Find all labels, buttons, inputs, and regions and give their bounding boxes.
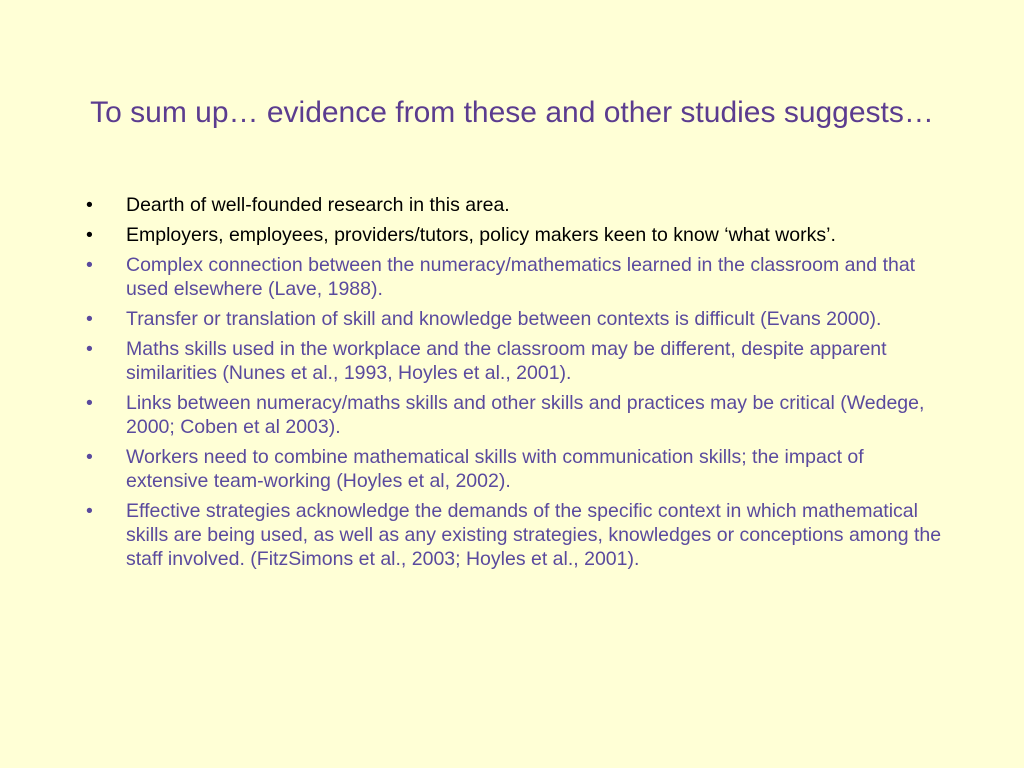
bullet-text: Maths skills used in the workplace and the classroom may be different, despite apparent similarities (Nunes et al., 1993, Hoyles et al., 2001). bbox=[126, 338, 887, 384]
bullet-text: Employers, employees, providers/tutors, policy makers keen to know ‘what works’. bbox=[126, 224, 836, 246]
bullet-item bbox=[86, 223, 948, 247]
bullet-item bbox=[86, 445, 948, 493]
bullet-marker: • bbox=[86, 254, 93, 276]
bullet-text: Dearth of well-founded research in this area. bbox=[126, 194, 510, 216]
bullet-marker: • bbox=[86, 194, 93, 216]
bullet-text: Effective strategies acknowledge the demands of the specific context in which mathematical skills are being used, as well as any existing strategies, knowledges or conceptions among the staff involved. (FitzSimons et al., 2003; Hoyles et al., 2001). bbox=[126, 500, 942, 570]
bullet-item bbox=[86, 253, 948, 301]
bullet-marker: • bbox=[86, 308, 93, 330]
bullet-item bbox=[86, 307, 948, 331]
bullet-item bbox=[86, 337, 948, 385]
bullet-item bbox=[86, 193, 948, 217]
slide-title: To sum up… evidence from these and other studies suggests… bbox=[90, 96, 934, 129]
bullet-marker: • bbox=[86, 224, 93, 246]
bullet-text: Workers need to combine mathematical skills with communication skills; the impact of extensive team-working (Hoyles et al, 2002). bbox=[126, 446, 864, 492]
bullet-item bbox=[86, 499, 948, 571]
bullet-marker: • bbox=[86, 392, 93, 414]
bullet-marker: • bbox=[86, 446, 93, 468]
bullet-item bbox=[86, 391, 948, 439]
bullet-text: Transfer or translation of skill and knowledge between contexts is difficult (Evans 2000). bbox=[126, 308, 882, 330]
bullet-marker: • bbox=[86, 338, 93, 360]
bullet-text: Complex connection between the numeracy/mathematics learned in the classroom and that used elsewhere (Lave, 1988). bbox=[126, 254, 916, 300]
bullet-text: Links between numeracy/maths skills and other skills and practices may be critical (Wedege, 2000; Coben et al 2003). bbox=[126, 392, 925, 438]
bullet-marker: • bbox=[86, 500, 93, 522]
bullet-list bbox=[86, 193, 948, 577]
